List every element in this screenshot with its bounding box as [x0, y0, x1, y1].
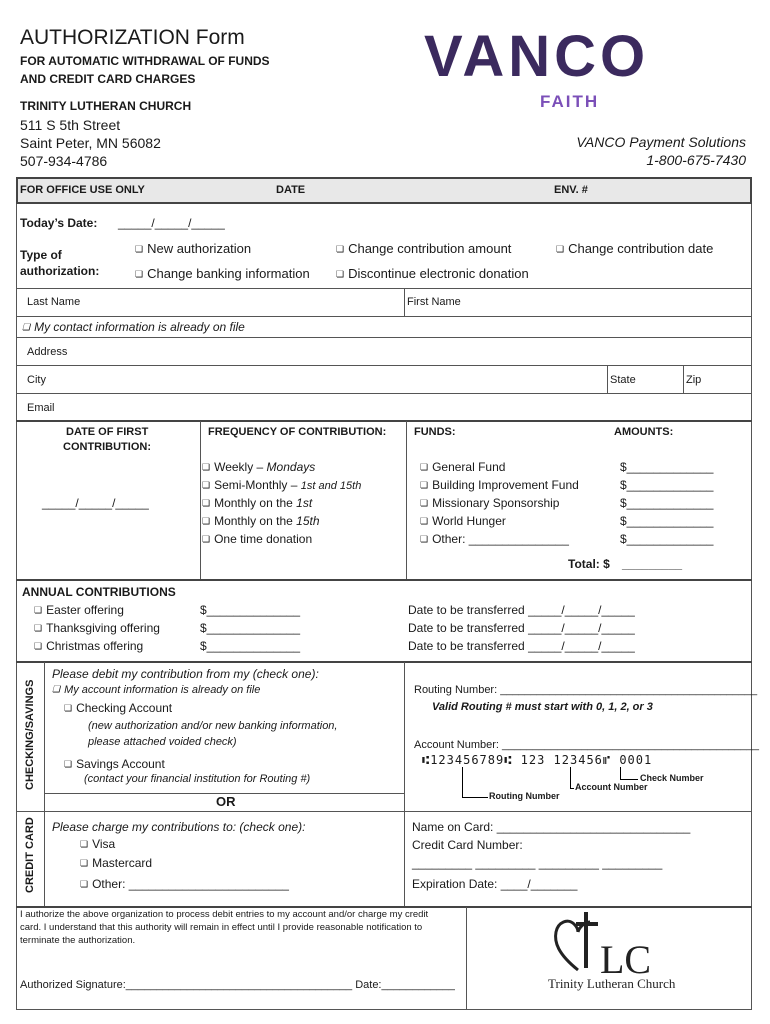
checking-note-2: please attached voided check)	[88, 736, 237, 748]
account-on-file-checkbox[interactable]: ❏ My account information is already on file	[52, 684, 260, 696]
credit-card-side-label: CREDIT CARD	[24, 817, 36, 893]
fund-other[interactable]: ❏ Other: _______________	[420, 532, 569, 546]
tlc-letters: LC	[600, 937, 652, 982]
fund-general[interactable]: ❏ General Fund	[420, 460, 505, 474]
checking-savings-side-label: CHECKING/SAVINGS	[24, 679, 36, 790]
amount-field[interactable]: $_____________	[620, 478, 714, 492]
freq-weekly[interactable]: ❏ Weekly – Mondays	[202, 460, 315, 474]
mastercard-checkbox[interactable]: ❏ Mastercard	[80, 856, 152, 870]
total-field[interactable]: _________	[622, 557, 683, 571]
total-label: Total: $	[568, 557, 610, 571]
annual-amount-field[interactable]: $______________	[200, 603, 301, 617]
option-discontinue[interactable]: ❏ Discontinue electronic donation	[336, 266, 529, 281]
zip-field[interactable]: Zip	[686, 374, 702, 386]
card-number-label: Credit Card Number:	[412, 838, 523, 852]
freq-monthly-1st[interactable]: ❏ Monthly on the 1st	[202, 496, 312, 510]
account-number-caption: Account Number	[575, 782, 648, 792]
credit-intro: Please charge my contributions to: (check one):	[52, 820, 306, 834]
savings-note: (contact your financial institution for Routing #)	[84, 773, 311, 785]
authorize-text-2: card. I understand that this authority will remain in effect until I provide reasonable notification to	[20, 922, 423, 933]
annual-amount-field[interactable]: $______________	[200, 621, 301, 635]
checking-account-checkbox[interactable]: ❏ Checking Account	[64, 701, 172, 715]
savings-account-checkbox[interactable]: ❏ Savings Account	[64, 757, 165, 771]
fund-world-hunger[interactable]: ❏ World Hunger	[420, 514, 506, 528]
todays-date-field[interactable]: _____/_____/_____	[118, 216, 225, 230]
visa-checkbox[interactable]: ❏ Visa	[80, 837, 115, 851]
office-use-label: FOR OFFICE USE ONLY	[20, 184, 145, 196]
amount-field[interactable]: $_____________	[620, 514, 714, 528]
annual-christmas[interactable]: ❏ Christmas offering	[34, 639, 143, 653]
vanco-faith-logo: FAITH	[540, 92, 600, 111]
debit-intro: Please debit my contribution from my (check one):	[52, 667, 319, 681]
routing-number-field[interactable]: Routing Number: __________________________________________	[414, 684, 758, 696]
freq-semi-monthly[interactable]: ❏ Semi-Monthly – 1st and 15th	[202, 478, 361, 492]
annual-thanksgiving[interactable]: ❏ Thanksgiving offering	[34, 621, 160, 635]
first-contribution-header-1: DATE OF FIRST	[66, 426, 149, 438]
amount-field[interactable]: $_____________	[620, 532, 714, 546]
last-name-field[interactable]: Last Name	[27, 296, 81, 308]
amount-field[interactable]: $_____________	[620, 460, 714, 474]
contact-on-file-checkbox[interactable]: ❏ My contact information is already on file	[22, 320, 245, 334]
micr-line: ⑆123456789⑆ 123 123456⑈ 0001	[422, 753, 653, 767]
annual-transfer-date[interactable]: Date to be transferred _____/_____/_____	[408, 603, 635, 617]
freq-monthly-15th[interactable]: ❏ Monthly on the 15th	[202, 514, 320, 528]
annual-amount-field[interactable]: $______________	[200, 639, 301, 653]
vanco-name: VANCO Payment Solutions	[576, 134, 746, 150]
annual-easter[interactable]: ❏ Easter offering	[34, 603, 124, 617]
checking-note-1: (new authorization and/or new banking information,	[88, 720, 338, 732]
option-change-banking[interactable]: ❏ Change banking information	[135, 266, 310, 281]
other-card-checkbox[interactable]: ❏ Other: ________________________	[80, 877, 289, 891]
church-address-2: Saint Peter, MN 56082	[20, 135, 161, 151]
church-address-1: 511 S 5th Street	[20, 117, 121, 133]
authorize-text-1: I authorize the above organization to process debit entries to my account and/or charge my credit	[20, 909, 429, 920]
annual-transfer-date[interactable]: Date to be transferred _____/_____/_____	[408, 639, 635, 653]
form-subtitle-1: FOR AUTOMATIC WITHDRAWAL OF FUNDS	[20, 54, 270, 68]
tlc-name: Trinity Lutheran Church	[548, 976, 676, 991]
signature-field[interactable]: Authorized Signature:_____________________________________ Date:____________	[20, 979, 455, 991]
amount-field[interactable]: $_____________	[620, 496, 714, 510]
card-number-field[interactable]: _________ _________ _________ _________	[412, 856, 663, 870]
annual-header: ANNUAL CONTRIBUTIONS	[22, 585, 176, 599]
vanco-logo: VANCO	[424, 24, 650, 89]
authorize-text-3: terminate the authorization.	[20, 935, 136, 946]
routing-number-caption: Routing Number	[489, 791, 560, 801]
form-subtitle-2: AND CREDIT CARD CHARGES	[20, 72, 196, 86]
tlc-logo	[548, 908, 658, 982]
first-contribution-header-2: CONTRIBUTION:	[63, 441, 151, 453]
type-label-1: Type of	[20, 248, 62, 262]
office-env-label: ENV. #	[554, 184, 588, 196]
or-divider: OR	[216, 794, 236, 809]
name-on-card-field[interactable]: Name on Card: _____________________________	[412, 820, 691, 834]
check-number-caption: Check Number	[640, 773, 704, 783]
expiration-field[interactable]: Expiration Date: ____/_______	[412, 877, 578, 891]
church-phone: 507-934-4786	[20, 153, 108, 169]
city-field[interactable]: City	[27, 374, 46, 386]
type-label-2: authorization:	[20, 264, 100, 278]
fund-missionary[interactable]: ❏ Missionary Sponsorship	[420, 496, 559, 510]
first-contribution-date-field[interactable]: _____/_____/_____	[42, 496, 149, 510]
heart-cross-icon	[548, 908, 608, 978]
routing-note: Valid Routing # must start with 0, 1, 2, or 3	[432, 701, 653, 713]
first-name-field[interactable]: First Name	[407, 296, 461, 308]
address-field[interactable]: Address	[27, 346, 68, 358]
email-field[interactable]: Email	[27, 402, 55, 414]
state-field[interactable]: State	[610, 374, 636, 386]
option-new-authorization[interactable]: ❏ New authorization	[135, 241, 251, 256]
freq-one-time[interactable]: ❏ One time donation	[202, 532, 312, 546]
vanco-phone: 1-800-675-7430	[646, 152, 746, 168]
annual-transfer-date[interactable]: Date to be transferred _____/_____/_____	[408, 621, 635, 635]
option-change-date[interactable]: ❏ Change contribution date	[556, 241, 713, 256]
todays-date-label: Today’s Date:	[20, 216, 98, 230]
office-date-label: DATE	[276, 184, 306, 196]
frequency-header: FREQUENCY OF CONTRIBUTION:	[208, 426, 387, 438]
funds-header: FUNDS:	[414, 426, 456, 438]
form-title: AUTHORIZATION Form	[20, 26, 245, 49]
option-change-amount[interactable]: ❏ Change contribution amount	[336, 241, 511, 256]
church-name: TRINITY LUTHERAN CHURCH	[20, 99, 192, 113]
fund-building[interactable]: ❏ Building Improvement Fund	[420, 478, 579, 492]
amounts-header: AMOUNTS:	[614, 426, 674, 438]
account-number-field[interactable]: Account Number: __________________________________________	[414, 739, 759, 751]
